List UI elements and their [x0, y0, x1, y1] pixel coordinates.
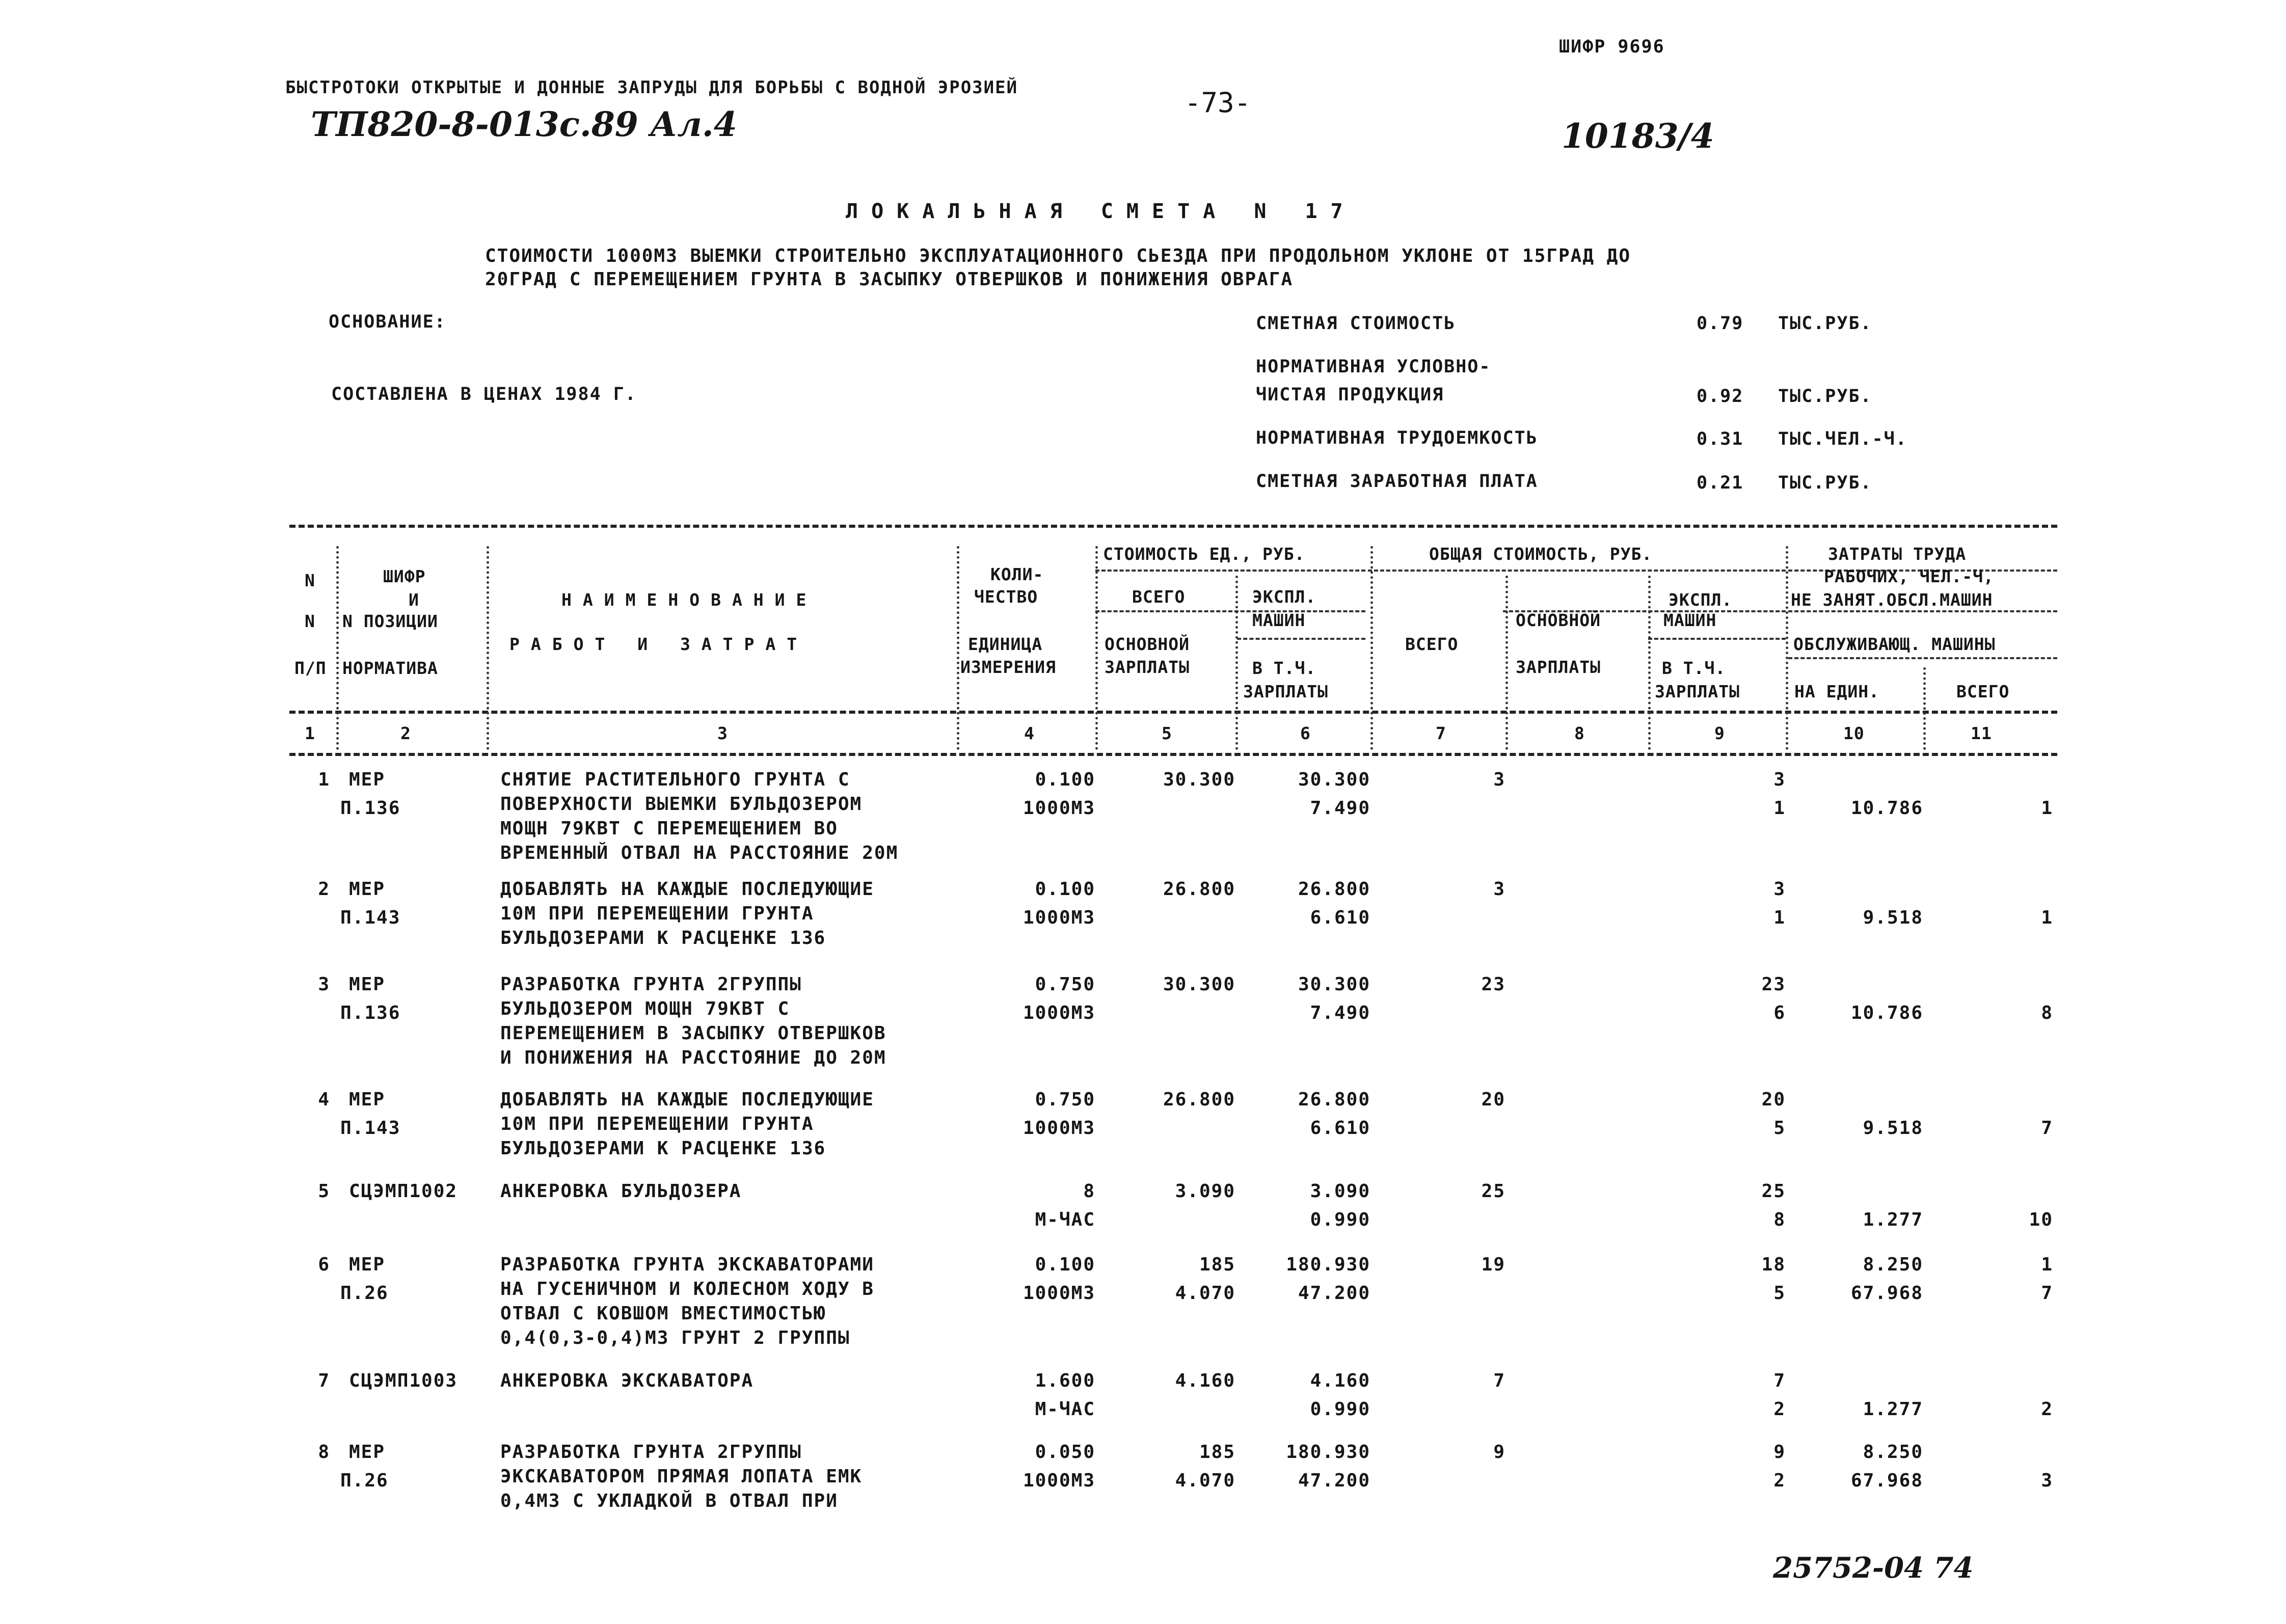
summary-label: ЧИСТАЯ ПРОДУКЦИЯ: [1256, 385, 1444, 405]
row-name-line: ВРЕМЕННЫЙ ОТВАЛ НА РАССТОЯНИЕ 20М: [500, 843, 899, 863]
table-top-rule: [289, 525, 2057, 528]
column-separator: [957, 546, 959, 750]
row-number: 1: [318, 769, 330, 790]
header-num: N: [305, 611, 315, 631]
row-total-mach-wage: 2: [1773, 1399, 1786, 1420]
row-total-mach-wage: 8: [1773, 1209, 1786, 1230]
summary-unit: ТЫС.РУБ.: [1778, 473, 1872, 493]
row-code: П.136: [340, 798, 401, 819]
row-quantity: 0.100: [1035, 879, 1095, 900]
row-name-line: ЭКСКАВАТОРОМ ПРЯМАЯ ЛОПАТА ЕМК: [500, 1466, 863, 1487]
row-name-line: ПЕРЕМЕЩЕНИЕМ В ЗАСЫПКУ ОТВЕРШКОВ: [500, 1023, 886, 1044]
header-unit-wage: ОСНОВНОЙ: [1105, 634, 1190, 654]
row-quantity: 0.050: [1035, 1442, 1095, 1463]
row-total-mach-wage: 5: [1773, 1283, 1786, 1304]
row-unit-mach-wage: 7.490: [1310, 798, 1370, 819]
row-unit-cost: 185: [1199, 1442, 1235, 1463]
column-number: 4: [1024, 723, 1035, 743]
row-unit-mach: 3.090: [1310, 1181, 1370, 1202]
row-unit-mach: 26.800: [1298, 879, 1370, 900]
row-labor-total: 1: [2041, 798, 2053, 819]
description-line-2: 20ГРАД С ПЕРЕМЕЩЕНИЕМ ГРУНТА В ЗАСЫПКУ ОТВЕРШКОВ И ПОНИЖЕНИЯ ОВРАГА: [485, 269, 1294, 290]
summary-label: СМЕТНАЯ СТОИМОСТЬ: [1256, 313, 1456, 334]
row-unit-mach-wage: 47.200: [1298, 1470, 1370, 1491]
row-unit-cost: 185: [1199, 1254, 1235, 1275]
row-total-mach-wage: 5: [1773, 1118, 1786, 1139]
header-unit-cost: СТОИМОСТЬ ЕД., РУБ.: [1103, 544, 1305, 564]
row-labor-unit: 9.518: [1863, 907, 1923, 928]
header-num: N: [305, 571, 315, 590]
row-total: 25: [1481, 1181, 1505, 1202]
row-code: П.26: [340, 1283, 389, 1304]
row-total-mach: 9: [1773, 1442, 1786, 1463]
row-unit-cost: 26.800: [1163, 879, 1235, 900]
column-separator: [1505, 576, 1508, 750]
row-unit-wage: 4.070: [1175, 1470, 1235, 1491]
row-total-mach-wage: 1: [1773, 907, 1786, 928]
table-header-rule: [289, 711, 2057, 714]
row-name-line: 0,4(0,3-0,4)М3 ГРУНТ 2 ГРУППЫ: [500, 1328, 850, 1348]
document-title: ЛОКАЛЬНАЯ СМЕТА N 17: [846, 200, 1356, 223]
row-labor-unit: 8.250: [1863, 1254, 1923, 1275]
header-qty: ИЗМЕРЕНИЯ: [960, 657, 1056, 677]
summary-unit: ТЫС.РУБ.: [1778, 313, 1872, 334]
series-title: БЫСТРОТОКИ ОТКРЫТЫЕ И ДОННЫЕ ЗАПРУДЫ ДЛЯ БОРЬБЫ С ВОДНОЙ ЭРОЗИЕЙ: [285, 77, 1018, 98]
header-code: И: [409, 590, 419, 610]
row-name-line: НА ГУСЕНИЧНОМ И КОЛЕСНОМ ХОДУ В: [500, 1279, 874, 1300]
row-name-line: СНЯТИЕ РАСТИТЕЛЬНОГО ГРУНТА С: [500, 769, 850, 790]
row-total-mach-wage: 6: [1773, 1003, 1786, 1023]
table-number-rule: [289, 753, 2057, 756]
header-subrule: [1648, 638, 1786, 640]
row-total-mach: 3: [1773, 879, 1786, 900]
summary-value: 0.92: [1697, 386, 1744, 407]
row-unit: 1000М3: [1023, 1118, 1095, 1139]
row-unit: 1000М3: [1023, 1470, 1095, 1491]
row-unit-mach: 30.300: [1298, 974, 1370, 995]
summary-unit: ТЫС.ЧЕЛ.-Ч.: [1778, 429, 1907, 449]
row-labor-total: 10: [2029, 1209, 2053, 1230]
row-total-mach: 3: [1773, 769, 1786, 790]
row-code: П.136: [340, 1003, 401, 1023]
row-name-line: ДОБАВЛЯТЬ НА КАЖДЫЕ ПОСЛЕДУЮЩИЕ: [500, 879, 874, 900]
row-unit-cost: 30.300: [1163, 769, 1235, 790]
row-unit-mach-wage: 0.990: [1310, 1399, 1370, 1420]
summary-value: 0.79: [1697, 313, 1744, 334]
row-unit: М-ЧАС: [1035, 1209, 1095, 1230]
row-name-line: ОТВАЛ С КОВШОМ ВМЕСТИМОСТЬЮ: [500, 1303, 826, 1324]
row-quantity: 0.750: [1035, 974, 1095, 995]
summary-value: 0.31: [1697, 429, 1744, 449]
page-number: -73-: [1185, 87, 1251, 119]
header-labor: РАБОЧИХ, ЧЕЛ.-Ч,: [1824, 566, 1994, 586]
summary-value: 0.21: [1697, 473, 1744, 493]
column-number: 6: [1300, 723, 1311, 743]
header-num: П/П: [294, 658, 327, 678]
row-unit: 1000М3: [1023, 907, 1095, 928]
row-labor-total: 8: [2041, 1003, 2053, 1023]
summary-label: НОРМАТИВНАЯ ТРУДОЕМКОСТЬ: [1256, 428, 1538, 448]
row-labor-unit: 10.786: [1850, 1003, 1923, 1023]
row-quantity: 8: [1083, 1181, 1095, 1202]
column-separator: [1786, 546, 1788, 750]
row-code: МЕР: [349, 974, 386, 995]
column-separator: [1370, 546, 1373, 750]
row-name-line: И ПОНИЖЕНИЯ НА РАССТОЯНИЕ ДО 20М: [500, 1047, 886, 1068]
column-separator: [1648, 576, 1651, 750]
header-labor: ЗАТРАТЫ ТРУДА: [1828, 544, 1967, 564]
row-total: 20: [1481, 1089, 1505, 1110]
header-code: N ПОЗИЦИИ: [342, 611, 438, 631]
column-separator: [1095, 546, 1098, 750]
header-subrule: [1095, 610, 1365, 612]
header-qty: КОЛИ-: [990, 564, 1044, 584]
row-total: 23: [1481, 974, 1505, 995]
header-unit-mach: В Т.Ч.: [1252, 658, 1316, 678]
row-code: П.26: [340, 1470, 389, 1491]
column-separator: [487, 546, 489, 750]
column-number: 3: [717, 723, 728, 743]
header-labor: ОБСЛУЖИВАЮЩ. МАШИНЫ: [1793, 634, 1996, 654]
row-name-line: БУЛЬДОЗЕРАМИ К РАСЦЕНКЕ 136: [500, 1138, 826, 1159]
header-qty: ЧЕСТВО: [974, 587, 1038, 607]
row-name-line: 10М ПРИ ПЕРЕМЕЩЕНИИ ГРУНТА: [500, 1114, 814, 1134]
row-total-mach: 7: [1773, 1370, 1786, 1391]
header-unit-total: ВСЕГО: [1132, 587, 1186, 607]
row-labor-unit: 8.250: [1863, 1442, 1923, 1463]
header-code: ШИФР: [383, 566, 426, 586]
column-number: 7: [1436, 723, 1446, 743]
row-name-line: АНКЕРОВКА БУЛЬДОЗЕРА: [500, 1181, 742, 1202]
column-separator: [1235, 576, 1238, 750]
row-name-line: РАЗРАБОТКА ГРУНТА 2ГРУППЫ: [500, 974, 802, 995]
row-name-line: БУЛЬДОЗЕРАМИ К РАСЦЕНКЕ 136: [500, 928, 826, 949]
row-unit-mach: 180.930: [1286, 1442, 1370, 1463]
row-quantity: 1.600: [1035, 1370, 1095, 1391]
header-total-mach: ЭКСПЛ.: [1669, 590, 1733, 610]
header-qty: ЕДИНИЦА: [968, 634, 1043, 654]
row-total: 3: [1493, 769, 1505, 790]
column-separator: [336, 546, 339, 750]
basis-label: ОСНОВАНИЕ:: [329, 312, 446, 332]
header-labor-unit: НА ЕДИН.: [1794, 682, 1879, 701]
row-name-line: АНКЕРОВКА ЭКСКАВАТОРА: [500, 1370, 754, 1391]
header-subrule: [1788, 657, 2057, 659]
row-unit: 1000М3: [1023, 1283, 1095, 1304]
row-total-mach-wage: 2: [1773, 1470, 1786, 1491]
column-number: 5: [1162, 723, 1172, 743]
row-number: 2: [318, 879, 330, 900]
column-separator: [1923, 667, 1926, 750]
header-total-mach: ЗАРПЛАТЫ: [1655, 682, 1740, 701]
row-labor-unit: 10.786: [1850, 798, 1923, 819]
row-labor-unit: 9.518: [1863, 1118, 1923, 1139]
column-number: 10: [1843, 723, 1865, 743]
header-subrule: [1788, 610, 2057, 612]
description-line-1: СТОИМОСТИ 1000М3 ВЫЕМКИ СТРОИТЕЛЬНО ЭКСПЛУАТАЦИОННОГО СЬЕЗДА ПРИ ПРОДОЛЬНОМ УКЛОНЕ ОТ 15ГРАД ДО: [485, 246, 1631, 266]
row-number: 4: [318, 1089, 330, 1110]
row-quantity: 0.100: [1035, 769, 1095, 790]
row-code: СЦЭМП1002: [349, 1181, 458, 1202]
row-name-line: ДОБАВЛЯТЬ НА КАЖДЫЕ ПОСЛЕДУЮЩИЕ: [500, 1089, 874, 1110]
row-code: МЕР: [349, 879, 386, 900]
row-unit-cost: 26.800: [1163, 1089, 1235, 1110]
row-unit-mach-wage: 0.990: [1310, 1209, 1370, 1230]
row-unit-mach-wage: 47.200: [1298, 1283, 1370, 1304]
row-number: 3: [318, 974, 330, 995]
row-total: 3: [1493, 879, 1505, 900]
row-unit: М-ЧАС: [1035, 1399, 1095, 1420]
row-number: 7: [318, 1370, 330, 1391]
row-total-mach: 18: [1761, 1254, 1786, 1275]
row-labor-unit: 67.968: [1850, 1470, 1923, 1491]
row-unit-mach: 26.800: [1298, 1089, 1370, 1110]
row-number: 6: [318, 1254, 330, 1275]
header-labor-total: ВСЕГО: [1956, 682, 2010, 701]
row-name-line: 0,4М3 С УКЛАДКОЙ В ОТВАЛ ПРИ: [500, 1491, 838, 1511]
header-name: НАИМЕНОВАНИЕ: [561, 590, 818, 610]
row-unit-wage: 4.070: [1175, 1283, 1235, 1304]
row-name-line: МОЩН 79КВТ С ПЕРЕМЕЩЕНИЕМ ВО: [500, 818, 838, 839]
row-code: МЕР: [349, 1442, 386, 1463]
row-name-line: ПОВЕРХНОСТИ ВЫЕМКИ БУЛЬДОЗЕРОМ: [500, 794, 863, 815]
header-total-wage: ОСНОВНОЙ: [1516, 610, 1601, 630]
header-unit-mach: МАШИН: [1252, 610, 1306, 630]
row-name-line: БУЛЬДОЗЕРОМ МОЩН 79КВТ С: [500, 998, 790, 1019]
row-unit-cost: 3.090: [1175, 1181, 1235, 1202]
row-name-line: РАЗРАБОТКА ГРУНТА ЭКСКАВАТОРАМИ: [500, 1254, 874, 1275]
column-number: 2: [400, 723, 411, 743]
row-labor-total: 3: [2041, 1470, 2053, 1491]
row-unit-mach: 4.160: [1310, 1370, 1370, 1391]
row-unit-mach: 180.930: [1286, 1254, 1370, 1275]
row-total-mach: 25: [1761, 1181, 1786, 1202]
header-unit-wage: ЗАРПЛАТЫ: [1105, 657, 1190, 677]
header-subrule: [1368, 570, 1786, 572]
row-total-mach: 20: [1761, 1089, 1786, 1110]
header-total-mach: В Т.Ч.: [1662, 658, 1726, 678]
header-total-cost: ОБЩАЯ СТОИМОСТЬ, РУБ.: [1429, 544, 1653, 564]
row-total: 19: [1481, 1254, 1505, 1275]
row-labor-unit: 67.968: [1850, 1283, 1923, 1304]
column-number: 11: [1971, 723, 1992, 743]
header-unit-mach: ЗАРПЛАТЫ: [1243, 682, 1328, 701]
row-code: МЕР: [349, 1254, 386, 1275]
row-total-mach-wage: 1: [1773, 798, 1786, 819]
row-name-line: 10М ПРИ ПЕРЕМЕЩЕНИИ ГРУНТА: [500, 903, 814, 924]
header-subrule: [1237, 638, 1365, 640]
header-total-mach: МАШИН: [1663, 610, 1717, 630]
row-unit-mach-wage: 6.610: [1310, 907, 1370, 928]
header-labor: НЕ ЗАНЯТ.ОБСЛ.МАШИН: [1791, 590, 1993, 610]
row-code: П.143: [340, 1118, 401, 1139]
row-unit-cost: 30.300: [1163, 974, 1235, 995]
header-total-wage: ЗАРПЛАТЫ: [1516, 657, 1601, 677]
cipher-label: ШИФР 9696: [1559, 37, 1665, 57]
row-code: СЦЭМП1003: [349, 1370, 458, 1391]
column-number: 8: [1574, 723, 1585, 743]
row-unit: 1000М3: [1023, 798, 1095, 819]
row-labor-total: 1: [2041, 1254, 2053, 1275]
row-labor-total: 1: [2041, 907, 2053, 928]
handwritten-number: 10183/4: [1562, 116, 1714, 156]
summary-label: СМЕТНАЯ ЗАРАБОТНАЯ ПЛАТА: [1256, 471, 1538, 492]
row-code: П.143: [340, 907, 401, 928]
prices-label: СОСТАВЛЕНА В ЦЕНАХ 1984 Г.: [331, 384, 637, 404]
row-total: 7: [1493, 1370, 1505, 1391]
row-number: 8: [318, 1442, 330, 1463]
row-code: МЕР: [349, 1089, 386, 1110]
summary-label: НОРМАТИВНАЯ УСЛОВНО-: [1256, 357, 1491, 377]
row-labor-unit: 1.277: [1863, 1399, 1923, 1420]
handwritten-code: ТП820-8-013с.89 Ал.4: [311, 104, 737, 144]
row-total-mach: 23: [1761, 974, 1786, 995]
header-unit-mach: ЭКСПЛ.: [1252, 587, 1316, 607]
row-quantity: 0.100: [1035, 1254, 1095, 1275]
row-number: 5: [318, 1181, 330, 1202]
footer-handwritten: 25752-04 74: [1773, 1551, 1974, 1585]
row-labor-total: 2: [2041, 1399, 2053, 1420]
row-total: 9: [1493, 1442, 1505, 1463]
header-subrule: [1095, 570, 1365, 572]
row-labor-unit: 1.277: [1863, 1209, 1923, 1230]
column-number: 1: [305, 723, 315, 743]
row-labor-total: 7: [2041, 1118, 2053, 1139]
summary-unit: ТЫС.РУБ.: [1778, 386, 1872, 407]
column-number: 9: [1714, 723, 1725, 743]
header-name: РАБОТ И ЗАТРАТ: [509, 634, 809, 654]
row-quantity: 0.750: [1035, 1089, 1095, 1110]
header-total: ВСЕГО: [1405, 634, 1459, 654]
row-unit: 1000М3: [1023, 1003, 1095, 1023]
row-unit-mach-wage: 7.490: [1310, 1003, 1370, 1023]
row-code: МЕР: [349, 769, 386, 790]
row-unit-mach-wage: 6.610: [1310, 1118, 1370, 1139]
row-labor-total: 7: [2041, 1283, 2053, 1304]
row-name-line: РАЗРАБОТКА ГРУНТА 2ГРУППЫ: [500, 1442, 802, 1463]
row-unit-cost: 4.160: [1175, 1370, 1235, 1391]
row-unit-mach: 30.300: [1298, 769, 1370, 790]
header-code: НОРМАТИВА: [342, 658, 438, 678]
